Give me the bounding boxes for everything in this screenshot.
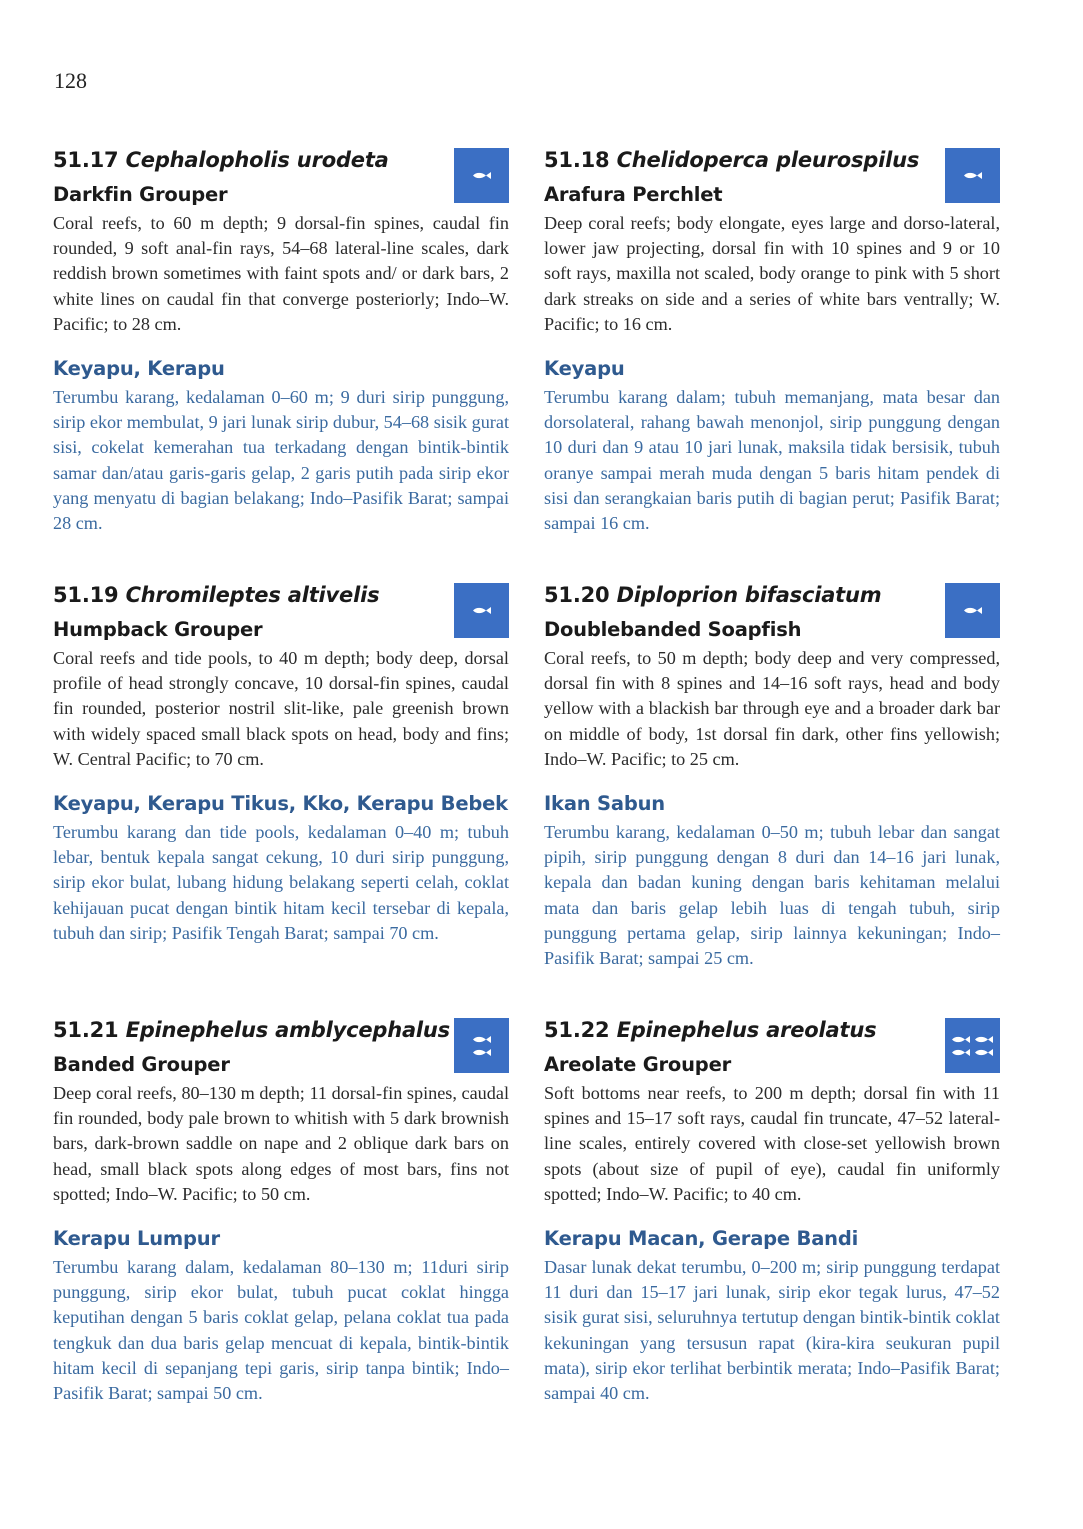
habitat-badge — [945, 1018, 1000, 1073]
scientific-name: Epinephelus areolatus — [616, 1018, 877, 1042]
fish-icon — [951, 1048, 971, 1057]
english-description: Deep coral reefs, 80–130 m depth; 11 dorsal-fin spines, caudal fin rounded, body pale brown to whitish with 5 dark brownish bars, dark-brown saddle on nape and 2 oblique dark bars on head, small black spots along edges of most bars, fins not spotted; Indo–W. Pacific; to 50 cm. — [53, 1083, 509, 1204]
scientific-name: Cephalopholis urodeta — [125, 148, 389, 172]
common-name: Doublebanded Soapfish — [544, 618, 802, 641]
species-entry-51-19 — [53, 579, 509, 946]
english-description: Deep coral reefs; body elongate, eyes large and dorso-lateral, lower jaw projecting, dorsal fin with 10 spines and 9 or 10 soft rays, maxilla not scaled, body orange to pink with 5 short dark streaks on side and a series of white bars ventrally; W. Pacific; to 16 cm. — [544, 213, 1000, 334]
species-entry-51-18 — [544, 144, 1000, 536]
indonesian-description: Terumbu karang dan tide pools, kedalaman 0–40 m; tubuh lebar, bentuk kepala sangat cekung, 10 duri sirip punggung, sirip ekor bulat, lubang hidung belakang seperti celah, coklat kehijauan pucat dengan bintik hitam kecil tersebar di kepala, tubuh dan sirip; Pasifik Tengah Barat; sampai 70 cm. — [53, 822, 509, 943]
species-heading — [53, 579, 509, 613]
species-number: 51.18 — [544, 148, 610, 172]
habitat-badge — [454, 148, 509, 203]
english-description: Coral reefs, to 50 m depth; body deep and very compressed, dorsal fin with 8 spines and 14–16 soft rays, head and body yellow with a blackish bar through eye and a broader dark bar on middle of body, 1st dorsal fin dark, other fins yellowish; Indo–W. Pacific; to 25 cm. — [544, 648, 1000, 769]
species-entry-51-22 — [544, 1014, 1000, 1406]
fish-icon — [472, 171, 492, 180]
common-name: Banded Grouper — [53, 1053, 230, 1076]
english-description: Coral reefs, to 60 m depth; 9 dorsal-fin spines, caudal fin rounded, 9 soft anal-fin rays, 54–68 lateral-line scales, dark reddish brown sometimes with faint spots and/ or dark bars, 2 white lines on caudal fin that converge posteriorly; Indo–W. Pacific; to 28 cm. — [53, 213, 509, 334]
fish-icon — [963, 171, 983, 180]
fish-icon — [963, 606, 983, 615]
common-name: Arafura Perchlet — [544, 183, 723, 206]
species-entry-51-20 — [544, 579, 1000, 971]
local-name: Keyapu, Kerapu Tikus, Kko, Kerapu Bebek — [53, 792, 508, 816]
fish-icon — [472, 1035, 492, 1044]
species-number: 51.19 — [53, 583, 119, 607]
habitat-badge — [454, 583, 509, 638]
species-heading — [544, 1014, 1000, 1048]
species-heading — [53, 1014, 509, 1048]
species-heading — [544, 579, 1000, 613]
local-name: Kerapu Macan, Gerape Bandi — [544, 1227, 859, 1251]
scientific-name: Chelidoperca pleurospilus — [616, 148, 920, 172]
scientific-name: Epinephelus amblycephalus — [125, 1018, 450, 1042]
scientific-name: Chromileptes altivelis — [125, 583, 380, 607]
local-name: Keyapu, Kerapu — [53, 357, 225, 381]
common-name: Humpback Grouper — [53, 618, 263, 641]
indonesian-description: Dasar lunak dekat terumbu, 0–200 m; sirip punggung terdapat 11 duri dan 15–17 jari lunak, sirip ekor tegak lurus, 47–52 sisik gurat sisi, seluruhnya tertutup dengan bintik-bintik coklat kekuningan yang tersusun rapat (kira-kira seukuran pupil mata), sirip ekor terlihat berbintik merata; Indo–Pasifik Barat; sampai 40 cm. — [544, 1257, 1000, 1404]
page-number: 128 — [54, 68, 87, 93]
english-description: Soft bottoms near reefs, to 200 m depth; dorsal fin with 11 spines and 15–17 soft rays, caudal fin truncate, 47–52 lateral-line scales, entirely covered with close-set yellowish brown spots (about size of pupil of eye), caudal fin uniformly spotted; Indo–W. Pacific; to 40 cm. — [544, 1083, 1000, 1204]
indonesian-description: Terumbu karang, kedalaman 0–50 m; tubuh lebar dan sangat pipih, sirip punggung dengan 8 duri dan 14–16 jari lunak, kepala dan badan kuning dengan baris kehitaman melalui mata dan baris gelap lebih luas di tengah tubuh, sirip punggung pertama gelap, sirip lainnya kekuningan; Indo–Pasifik Barat; sampai 25 cm. — [544, 822, 1000, 969]
fish-icon — [974, 1048, 994, 1057]
habitat-badge — [454, 1018, 509, 1073]
species-heading — [53, 144, 509, 178]
fish-icon — [974, 1035, 994, 1044]
indonesian-description: Terumbu karang dalam, kedalaman 80–130 m; 11duri sirip punggung, sirip ekor bulat, tubuh pucat coklat hingga keputihan dengan 5 baris coklat gelap, pelana coklat tua pada tengkuk dan dua baris gelap mencuat di kepala, bintik-bintik hitam kecil di sepanjang tepi garis, sirip tanpa bintik; Indo–Pasifik Barat; sampai 50 cm. — [53, 1257, 509, 1404]
local-name: Kerapu Lumpur — [53, 1227, 220, 1251]
species-number: 51.22 — [544, 1018, 610, 1042]
species-heading — [544, 144, 1000, 178]
indonesian-description: Terumbu karang, kedalaman 0–60 m; 9 duri sirip punggung, sirip ekor membulat, 9 jari lunak sirip dubur, 54–68 sisik gurat sisi, cokelat kemerahan tua terkadang dengan bintik-bintik samar dan/atau garis-garis gelap, 2 garis putih pada sirip ekor yang menyatu di bagian belakang; Indo–Pasifik Barat; sampai 28 cm. — [53, 387, 509, 534]
common-name: Darkfin Grouper — [53, 183, 228, 206]
species-number: 51.17 — [53, 148, 119, 172]
common-name: Areolate Grouper — [544, 1053, 732, 1076]
fish-icon — [951, 1035, 971, 1044]
fish-icon — [472, 1048, 492, 1057]
english-description: Coral reefs and tide pools, to 40 m depth; body deep, dorsal profile of head strongly concave, 10 dorsal-fin spines, caudal fin rounded, posterior nostril slit-like, pale greenish brown with widely spaced small black spots on head, body and fins; W. Central Pacific; to 70 cm. — [53, 648, 509, 769]
indonesian-description: Terumbu karang dalam; tubuh memanjang, mata besar dan dorsolateral, rahang bawah menonjol, sirip punggung dengan 10 duri dan 9 atau 10 jari lunak, maksila tidak bersisik, tubuh oranye sampai merah muda dengan 5 baris hitam pendek di sisi dan serangkaian baris putih di bagian perut; Pasifik Barat; sampai 16 cm. — [544, 387, 1000, 534]
local-name: Ikan Sabun — [544, 792, 665, 816]
fish-icon — [472, 606, 492, 615]
species-number: 51.20 — [544, 583, 610, 607]
local-name: Keyapu — [544, 357, 625, 381]
habitat-badge — [945, 583, 1000, 638]
species-entry-51-21 — [53, 1014, 509, 1406]
species-entry-51-17 — [53, 144, 509, 536]
species-number: 51.21 — [53, 1018, 119, 1042]
habitat-badge — [945, 148, 1000, 203]
scientific-name: Diploprion bifasciatum — [616, 583, 882, 607]
